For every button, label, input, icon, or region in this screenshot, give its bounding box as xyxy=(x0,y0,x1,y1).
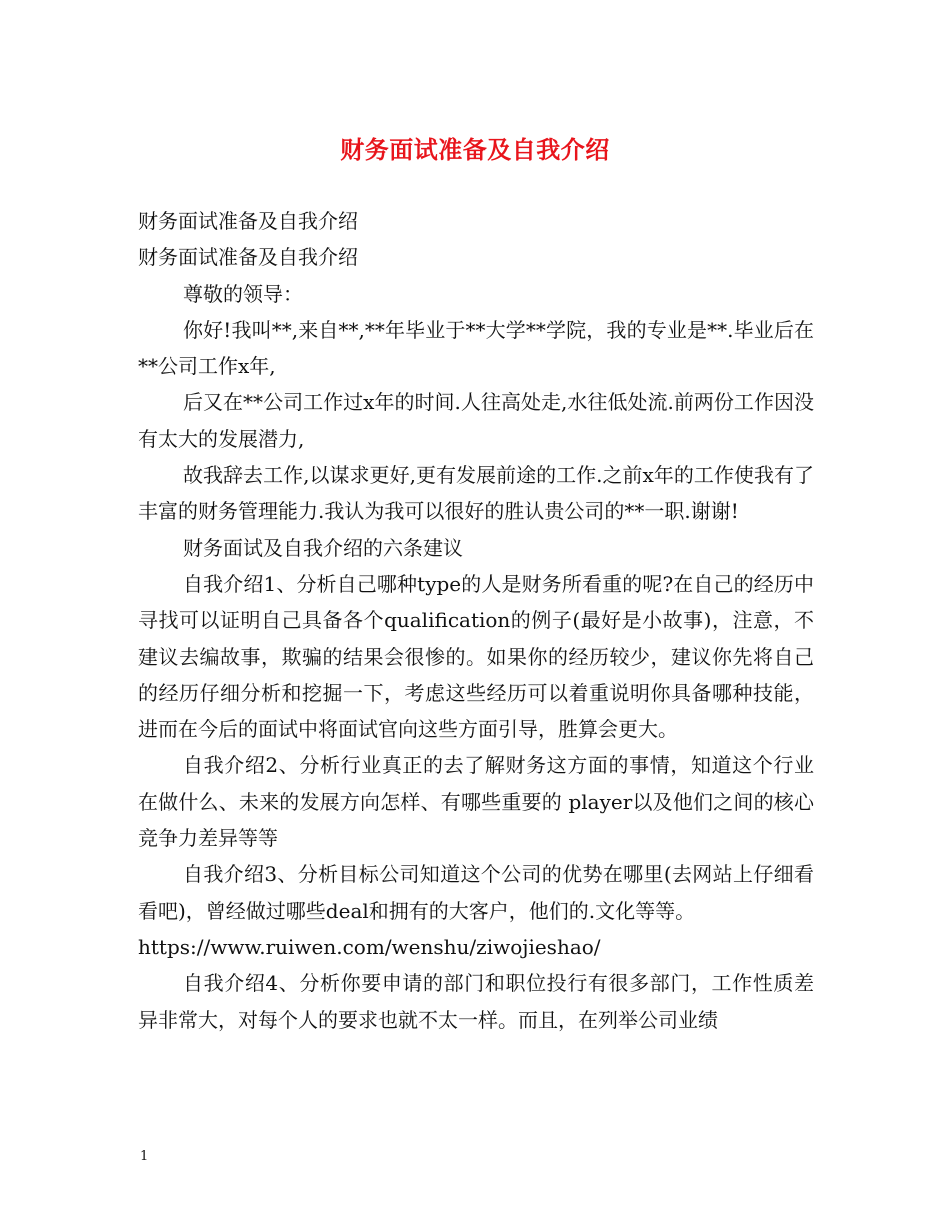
paragraph: 自我介绍2、分析行业真正的去了解财务这方面的事情，知道这个行业在做什么、未来的发展方向怎样、有哪些重要的 player以及他们之间的核心竞争力差异等等 xyxy=(138,753,814,851)
document-title: 财务面试准备及自我介绍 xyxy=(340,136,610,164)
paragraph: 财务面试准备及自我介绍 xyxy=(138,209,358,233)
page-number: 1 xyxy=(140,1149,149,1164)
url-link[interactable]: https://www.ruiwen.com/wenshu/ziwojieshao/ xyxy=(138,934,601,959)
paragraph: 后又在**公司工作过x年的时间.人往高处走,水往低处流.前两份工作因没有太大的发展潜力, xyxy=(138,390,814,451)
document-body xyxy=(138,203,814,1038)
paragraph: 自我介绍4、分析你要申请的部门和职位投行有很多部门，工作性质差异非常大，对每个人的要求也就不太一样。而且，在列举公司业绩 xyxy=(138,971,814,1032)
paragraph: 财务面试准备及自我介绍 xyxy=(138,245,358,270)
paragraph: 财务面试及自我介绍的六条建议 xyxy=(183,535,463,560)
paragraph: 你好!我叫**,来自**,**年毕业于**大学**学院，我的专业是**.毕业后在**公司工作x年, xyxy=(138,317,814,379)
paragraph: 自我介绍1、分析自己哪种type的人是财务所看重的呢?在自己的经历中寻找可以证明自己具备各个qualification的例子(最好是小故事)，注意，不建议去编故事，欺骗的结果会很惨的。如果你的经历较少，建议你先将自己的经历仔细分析和挖掘一下，考虑这些经历可以着重说明你具备哪种技能，进而在今后的面试中将面试官向这些方面引导，胜算会更大。 xyxy=(138,571,814,742)
paragraph: 故我辞去工作,以谋求更好,更有发展前途的工作.之前x年的工作使我有了丰富的财务管理能力.我认为我可以很好的胜认贵公司的**一职.谢谢! xyxy=(138,463,814,524)
paragraph: 自我介绍3、分析目标公司知道这个公司的优势在哪里(去网站上仔细看看吧)，曾经做过哪些deal和拥有的大客户，他们的.文化等等。 xyxy=(138,862,814,923)
paragraph: 尊敬的领导： xyxy=(183,281,303,306)
